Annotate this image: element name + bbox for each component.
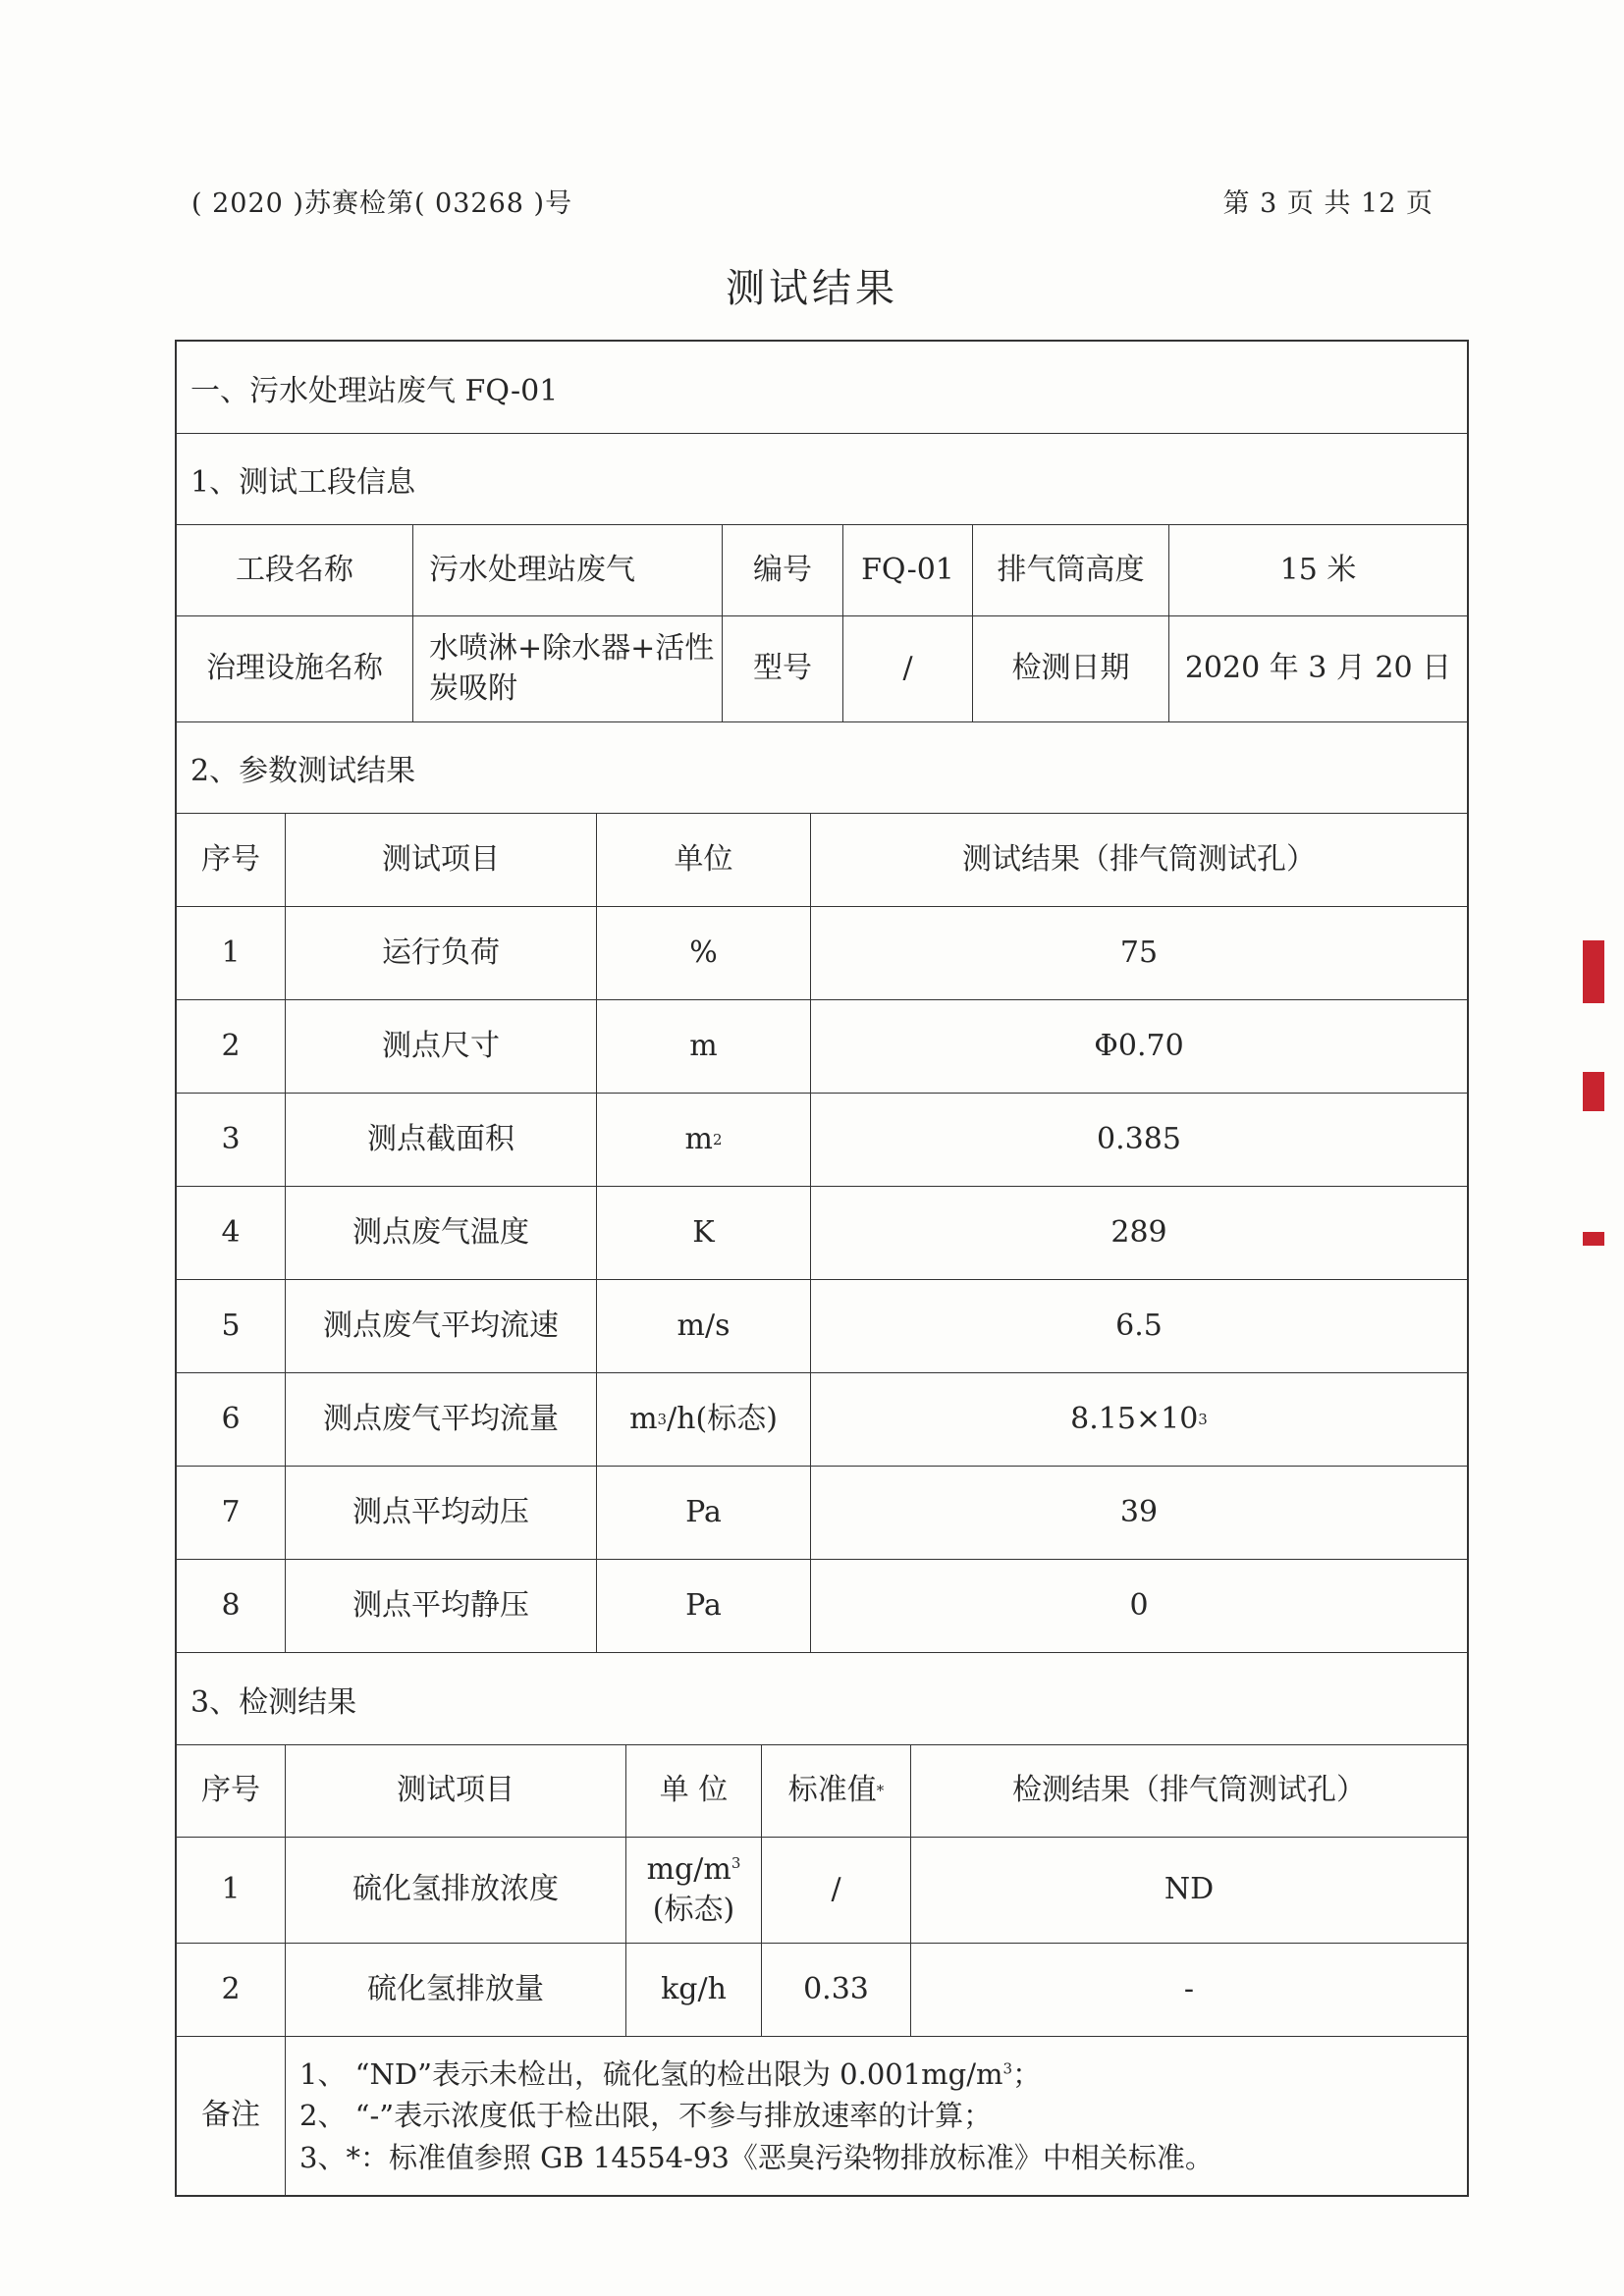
- seal-fragment: [1583, 940, 1604, 1003]
- row-number: 1: [221, 934, 241, 970]
- column-header: 检测结果（排气筒测试孔）: [910, 1745, 1467, 1837]
- row-item: 测点平均动压: [285, 1467, 596, 1559]
- remarks-content: [285, 2037, 1467, 2195]
- subsection-header-row: [177, 433, 1467, 524]
- remark-line: 2、 “-”表示浓度低于检出限，不参与排放速率的计算；: [299, 2099, 993, 2133]
- info-row: [177, 615, 1467, 721]
- row-unit: kg/h: [625, 1944, 761, 2036]
- subsection-title-info: 1、测试工段信息: [190, 465, 416, 500]
- row-result: Φ0.70: [810, 1000, 1467, 1093]
- table-row: [177, 1279, 1467, 1372]
- info-value: 2020 年 3 月 20 日: [1168, 616, 1467, 721]
- row-result: 39: [810, 1467, 1467, 1559]
- row-unit: Pa: [596, 1560, 810, 1652]
- row-standard: /: [761, 1838, 910, 1943]
- row-result: ND: [910, 1838, 1467, 1943]
- row-unit: m 3 /h(标态): [596, 1373, 810, 1466]
- column-header: 序号: [201, 1773, 260, 1808]
- info-label: 治理设施名称: [206, 651, 383, 686]
- table-row: [177, 1093, 1467, 1186]
- results-table: [175, 340, 1469, 2197]
- report-number: ( 2020 )苏赛检第( 03268 )号: [191, 188, 573, 219]
- info-value: FQ-01: [842, 525, 972, 615]
- column-header: 测试项目: [285, 1745, 625, 1837]
- row-result: 75: [810, 907, 1467, 999]
- row-number: 4: [221, 1214, 241, 1250]
- subsection-header-row: [177, 1652, 1467, 1744]
- table-row: [177, 906, 1467, 999]
- row-result: 6.5: [810, 1280, 1467, 1372]
- column-header: 测试结果（排气筒测试孔）: [810, 814, 1467, 906]
- info-value: 污水处理站废气: [412, 525, 722, 615]
- row-unit: m/s: [596, 1280, 810, 1372]
- table-header-row: [177, 1744, 1467, 1837]
- row-number: 2: [221, 1028, 241, 1063]
- info-label: 检测日期: [972, 616, 1168, 721]
- table-row: [177, 1559, 1467, 1652]
- column-header: 标准值 *: [761, 1745, 910, 1837]
- subsection-title-params: 2、参数测试结果: [190, 754, 416, 788]
- row-unit: K: [596, 1187, 810, 1279]
- subsection-header-row: [177, 721, 1467, 813]
- info-label: 编号: [722, 525, 842, 615]
- row-number: 1: [221, 1872, 241, 1907]
- row-unit: m 2: [596, 1094, 810, 1186]
- table-row: [177, 999, 1467, 1093]
- seal-fragment: [1583, 1072, 1604, 1111]
- table-row: [177, 1372, 1467, 1466]
- row-result: 8.15×10 3: [810, 1373, 1467, 1466]
- row-number: 6: [221, 1401, 241, 1436]
- row-item: 测点废气温度: [285, 1187, 596, 1279]
- row-item: 测点废气平均流量: [285, 1373, 596, 1466]
- table-row: [177, 1837, 1467, 1943]
- row-number: 2: [221, 1971, 241, 2006]
- section-header-row: [177, 342, 1467, 433]
- info-value: 水喷淋+除水器+活性炭吸附: [412, 616, 722, 721]
- row-result: 0: [810, 1560, 1467, 1652]
- column-header: 单 位: [625, 1745, 761, 1837]
- section-title: 一、污水处理站废气 FQ-01: [190, 373, 559, 408]
- seal-fragment: [1583, 1232, 1604, 1246]
- row-standard: 0.33: [761, 1944, 910, 2036]
- column-header: 序号: [201, 841, 260, 877]
- row-item: 硫化氢排放浓度: [285, 1838, 625, 1943]
- row-unit: %: [596, 907, 810, 999]
- row-item: 测点截面积: [285, 1094, 596, 1186]
- row-number: 3: [221, 1121, 241, 1156]
- info-label: 工段名称: [236, 552, 353, 587]
- row-number: 7: [221, 1494, 241, 1529]
- subsection-title-detect: 3、检测结果: [190, 1684, 357, 1720]
- row-result: 0.385: [810, 1094, 1467, 1186]
- info-label: 排气筒高度: [972, 525, 1168, 615]
- row-unit: $mg/m^3$ (标态): [625, 1838, 761, 1943]
- remark-line: 1、 “ND”表示未检出，硫化氢的检出限为 $0.001mg/m^3$；: [299, 2057, 1042, 2092]
- row-item: 测点尺寸: [285, 1000, 596, 1093]
- info-row: [177, 524, 1467, 615]
- info-value: 15 米: [1168, 525, 1467, 615]
- row-number: 8: [221, 1587, 241, 1623]
- info-value: /: [842, 616, 972, 721]
- row-unit: Pa: [596, 1467, 810, 1559]
- column-header: 测试项目: [285, 814, 596, 906]
- page-info: 第 3 页 共 12 页: [1222, 188, 1434, 219]
- row-item: 测点废气平均流速: [285, 1280, 596, 1372]
- page-title: 测试结果: [726, 266, 898, 311]
- row-item: 运行负荷: [285, 907, 596, 999]
- row-item: 硫化氢排放量: [285, 1944, 625, 2036]
- table-row: [177, 1186, 1467, 1279]
- table-header-row: [177, 813, 1467, 906]
- remarks-label: 备注: [201, 2098, 260, 2133]
- table-row: [177, 1466, 1467, 1559]
- remarks-row: [177, 2036, 1467, 2195]
- row-unit: m: [596, 1000, 810, 1093]
- row-result: 289: [810, 1187, 1467, 1279]
- remark-line: 3、*：标准值参照 GB 14554-93《恶臭污染物排放标准》中相关标准。: [299, 2140, 1214, 2174]
- row-item: 测点平均静压: [285, 1560, 596, 1652]
- table-row: [177, 1943, 1467, 2036]
- row-number: 5: [221, 1308, 241, 1343]
- column-header: 单位: [596, 814, 810, 906]
- info-label: 型号: [722, 616, 842, 721]
- row-result: -: [910, 1944, 1467, 2036]
